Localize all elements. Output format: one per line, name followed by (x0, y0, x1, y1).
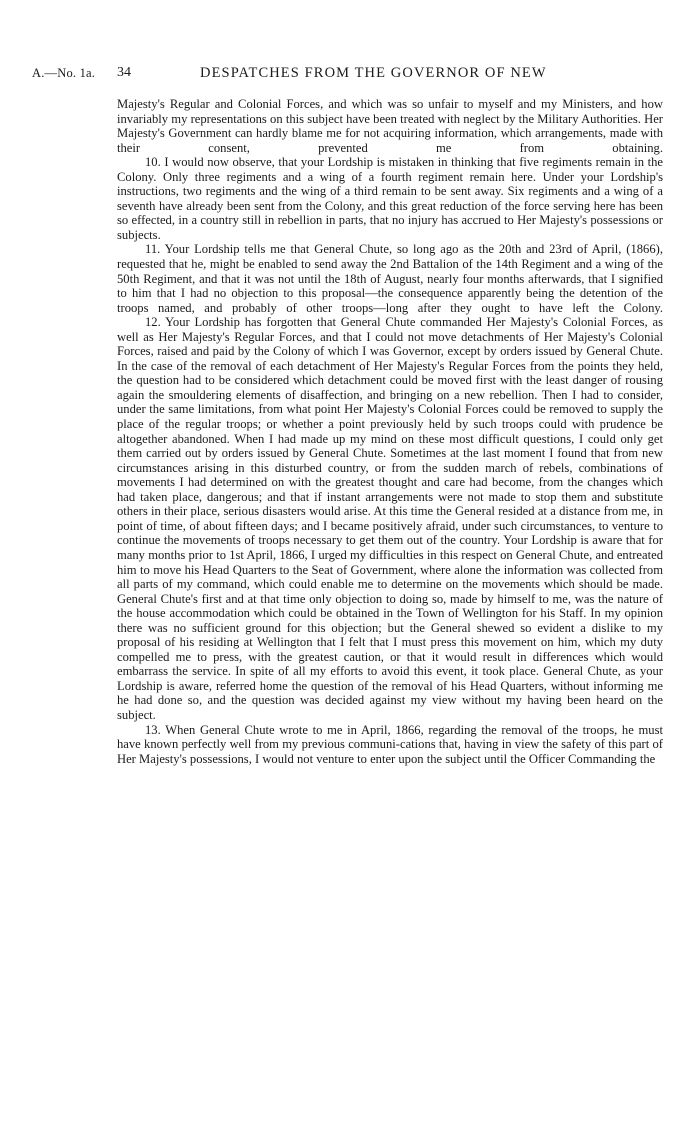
document-reference: A.—No. 1a. (32, 66, 96, 80)
paragraph-10: 10. I would now observe, that your Lordship is mistaken in thinking that five regiments remain in the Colony. Only three regiments and a wing of a fourth regiment remain here. Under your Lordship's instructions, two regiments and the wing of a third remain to be sent away. Six regiments and a wing of a seventh have already been sent from the Colony, and this great reduction of the force serving here has been so effected, in a country still in rebellion in parts, that no injury has accrued to Her Majesty's possessions or subjects. (117, 155, 663, 242)
paragraph-11: 11. Your Lordship tells me that General Chute, so long ago as the 20th and 23rd of April, (1866), requested that he, might be enabled to send away the 2nd Battalion of the 14th Regiment and a wing of the 50th Regiment, and that it was not until the 18th of August, nearly four months afterwards, that I signified to him that I had no objection to this proposal—the consequence apparently being the detention of the troops named, and probably of other troops—long after they ought to have left the Colony. (117, 242, 663, 315)
body-text (117, 97, 663, 766)
paragraph-continuation: Majesty's Regular and Colonial Forces, and which was so unfair to myself and my Ministers, and how invariably my representations on this subject have been treated with neglect by the Military Authorities. Her Majesty's Government can hardly blame me for not acquiring information, which arrangements, made with their consent, prevented me from obtaining. (117, 97, 663, 155)
running-title: DESPATCHES FROM THE GOVERNOR OF NEW (200, 65, 547, 81)
paragraph-12: 12. Your Lordship has forgotten that General Chute commanded Her Majesty's Colonial Forces, as well as Her Majesty's Regular Forces, and that I could not move detachments of Her Majesty's Colonial Forces, raised and paid by the Colony of which I was Governor, except by orders issued by General Chute. In the case of the removal of each detachment of Her Majesty's Regular Forces from the points they held, the question had to be considered which detachment could be moved first with the least danger of rousing again the smouldering elements of disaffection, and bringing on a new rebellion. Then I had to consider, under the same limitations, from what point Her Majesty's Colonial Forces could be removed to supply the place of the regular troops; or whether a point previously held by such troops could with prudence be altogether abandoned. When I had made up my mind on these most difficult questions, I could only get them carried out by orders issued by General Chute. Sometimes at the last moment I found that from new circumstances arising in this disturbed country, or from the sudden march of rebels, combinations of movements I had determined on with the greatest thought and care had become, from the changes which had taken place, dangerous; and that if instant arrangements were not made to stop them and substitute others in their place, serious disasters would arise. At this time the General resided at a distance from me, in point of time, of about fifteen days; and I became positively afraid, under such circumstances, to venture to continue the movements of troops necessary to get them out of the country. Your Lordship is aware that for many months prior to 1st April, 1866, I urged my difficulties in this respect on General Chute, and entreated him to move his Head Quarters to the Seat of Government, where alone the information was collected from all parts of my command, which could enable me to determine on the movements which should be made. General Chute's first and at that time only objection to doing so, made by himself to me, was the nature of the house accommodation which could be obtained in the Town of Wellington for his Staff. In my opinion there was no sufficient ground for this objection; but the General shewed so evident a dislike to my proposal of his residing at Wellington that I felt that I must press this movement on him, which my duty compelled me to press, with the greatest caution, or that it would result in differences which would embarrass the service. In spite of all my efforts to avoid this event, it took place. General Chute, as your Lordship is aware, referred home the question of the removal of his Head Quarters, without informing me he had done so, and the question was decided against my view without my having been heard on the subject. (117, 315, 663, 722)
paragraph-13: 13. When General Chute wrote to me in April, 1866, regarding the removal of the troops, he must have known perfectly well from my previous communi-cations that, having in view the safety of this part of Her Majesty's possessions, I would not venture to enter upon the subject until the Officer Commanding the (117, 722, 663, 766)
page-header (0, 66, 700, 86)
page-number: 34 (117, 65, 131, 80)
